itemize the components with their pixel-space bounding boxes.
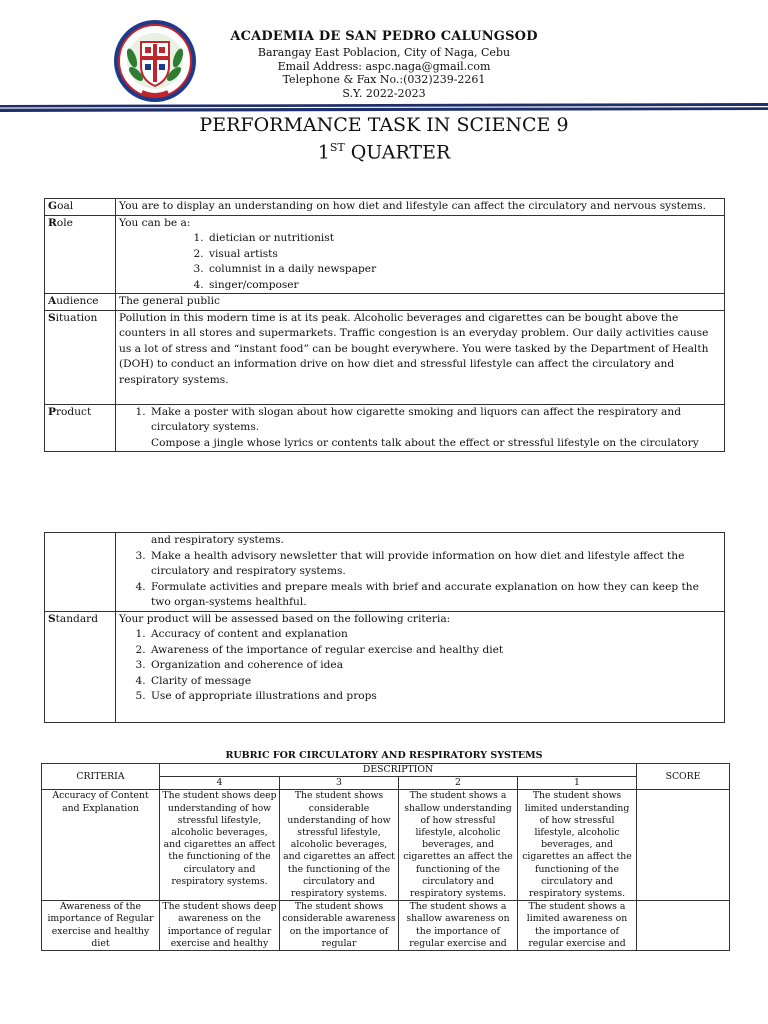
score-header: SCORE [637,764,730,790]
list-item: 2. visual artists [207,247,721,263]
rubric-cell: The student shows limited understanding of how stressful lifestyle, alcoholic beverages, and cigarettes an affect the functioning of the circulatory and respiratory systems. [518,790,637,901]
rubric-cell: The student shows considerable understanding of how stressful lifestyle, alcoholic beverages, and cigarettes an affect the functioning of the circulatory and respiratory systems. [280,790,399,901]
school-seal-icon [112,18,198,104]
situation-label: Situation [45,310,116,404]
standard-intro: Your product will be assessed based on the following criteria: [119,612,451,625]
table-row [45,611,725,722]
list-item: 1. Accuracy of content and explanation [149,627,721,643]
rubric-table [41,763,730,951]
rubric-cell: The student shows deep understanding of how stressful lifestyle, alcoholic beverages, and cigarettes an affect the functioning of the circulatory and respiratory systems. [160,790,280,901]
situation-text: Pollution in this modern time is at its peak. Alcoholic beverages and cigarettes can be bought above the counters in all stores and supermarkets. Traffic congestion is an everyday problem. Our daily activities cause us a lot of stress and “instant food” can be bought everywhere. You were tasked by the Department of Health (DOH) to conduct an information drive on how diet and stressful lifestyle can affect the circulatory and respiratory systems. [116,310,725,404]
product-label-continued [45,533,116,612]
level-header: 3 [280,777,399,790]
school-year: S.Y. 2022-2023 [342,87,426,100]
school-email: Email Address: aspc.naga@gmail.com [277,60,491,73]
table-row [45,533,725,612]
rubric-cell: The student shows a limited awareness on the importance of regular exercise and [518,901,637,951]
list-item: 2. Compose a jingle whose lyrics or contents talk about the effect or stressful lifestyle on the circulatory [149,436,721,452]
grasps-table [44,198,725,452]
product-cell-continued [116,533,725,612]
level-header: 4 [160,777,280,790]
header-rule [0,103,768,112]
standard-label: Standard [45,611,116,722]
criteria-header: CRITERIA [42,764,160,790]
role-cell [116,215,725,294]
role-label: Role [45,215,116,294]
grasps-table-continued [44,532,725,723]
rubric-cell: The student shows a shallow understanding of how stressful lifestyle, alcoholic beverages, and cigarettes an affect the functioning of the circulatory and respiratory systems. [399,790,518,901]
quarter-title [0,141,768,163]
table-row [42,901,730,951]
quarter-number: 1 [317,141,330,164]
level-header: 1 [518,777,637,790]
list-item: 4. Clarity of message [149,674,721,690]
goal-label: Goal [45,199,116,216]
table-row [45,404,725,452]
standard-cell [116,611,725,722]
page-title: PERFORMANCE TASK IN SCIENCE 9 [199,114,569,136]
table-row [45,294,725,311]
table-row [45,199,725,216]
rubric-cell: The student shows a shallow awareness on the importance of regular exercise and [399,901,518,951]
list-item: 4. Formulate activities and prepare meals with brief and accurate explanation on how they can keep the two organ-systems healthful. [149,580,721,611]
table-row [45,215,725,294]
list-item: 3. Make a health advisory newsletter that will provide information on how diet and lifestyle affect the circulatory and respiratory systems. [149,549,721,580]
rubric-title: RUBRIC FOR CIRCULATORY AND RESPIRATORY SYSTEMS [225,750,543,761]
product-cell [116,404,725,452]
rubric-criterion: Awareness of the importance of Regular exercise and healthy diet [42,901,160,951]
score-cell [637,790,730,901]
quarter-suffix: ST [329,141,345,154]
list-item: 4. singer/composer [207,278,721,294]
role-list [119,231,721,293]
list-item: 2. Awareness of the importance of regular exercise and healthy diet [149,643,721,659]
list-item: 1. Make a poster with slogan about how cigarette smoking and liquors can affect the respiratory and circulatory systems. [149,405,721,436]
product-item2-continued: and respiratory systems. [151,534,284,546]
table-row [42,790,730,901]
school-telephone: Telephone & Fax No.:(032)239-2261 [282,73,486,86]
description-header: DESCRIPTION [160,764,637,777]
product-label: Product [45,404,116,452]
role-intro: You can be a: [119,216,191,229]
product-list [119,405,721,452]
audience-text: The general public [116,294,725,311]
standard-criteria-list [119,627,721,705]
score-cell [637,901,730,951]
table-row [42,764,730,777]
list-item: 1. dietician or nutritionist [207,231,721,247]
list-item: 3. Organization and coherence of idea [149,658,721,674]
rubric-cell: The student shows considerable awareness on the importance of regular [280,901,399,951]
product-list-continued [119,549,721,611]
quarter-word: QUARTER [344,141,451,164]
level-header: 2 [399,777,518,790]
audience-label: Audience [45,294,116,311]
school-address: Barangay East Poblacion, City of Naga, Cebu [257,46,511,59]
list-item: 5. Use of appropriate illustrations and props [149,689,721,705]
rubric-cell: The student shows deep awareness on the importance of regular exercise and healthy [160,901,280,951]
list-item: 3. columnist in a daily newspaper [207,262,721,278]
rubric-criterion: Accuracy of Content and Explanation [42,790,160,901]
school-name: ACADEMIA DE SAN PEDRO CALUNGSOD [230,29,538,44]
goal-text: You are to display an understanding on how diet and lifestyle can affect the circulatory and nervous systems. [116,199,725,216]
table-row [45,310,725,404]
